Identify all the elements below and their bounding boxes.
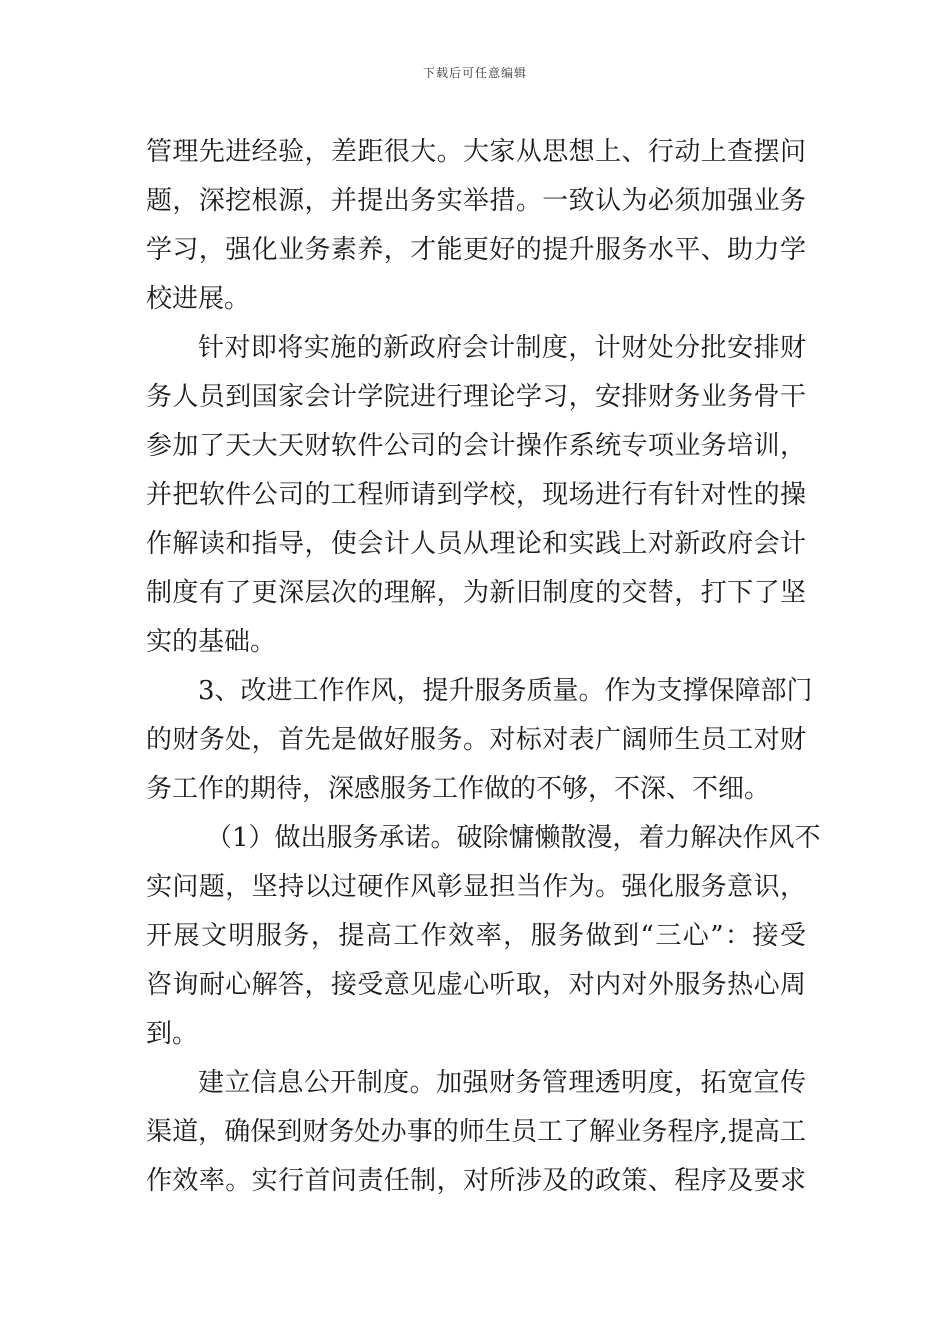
text-line: 管理先进经验，差距很大。大家从思想上、行动上查摆问 [146, 137, 806, 167]
document-body [146, 128, 821, 1206]
text-line: 针对即将实施的新政府会计制度，计财处分批安排财 [198, 333, 806, 363]
paragraph [146, 667, 813, 814]
text-line: 务工作的期待，深感服务工作做的不够，不深、不细。 [146, 774, 771, 804]
text-line: 学习，强化业务素养，才能更好的提升服务水平、助力学 [146, 235, 806, 265]
paragraph [146, 814, 821, 1059]
text-line: 作效率。实行首问责任制，对所涉及的政策、程序及要求 [146, 1166, 806, 1196]
paragraph [146, 128, 806, 324]
text-line: 的财务处，首先是做好服务。对标对表广阔师生员工对财 [146, 725, 806, 755]
page-header: 下载后可任意编辑 [422, 66, 527, 80]
text-line: 参加了天大天财软件公司的会计操作系统专项业务培训， [146, 431, 806, 461]
text-line: 制度有了更深层次的理解，为新旧制度的交替，打下了坚 [146, 578, 806, 608]
text-line: 校进展。 [146, 284, 251, 314]
text-line: 作解读和指导，使会计人员从理论和实践上对新政府会计 [146, 529, 806, 559]
paragraph [146, 1059, 806, 1206]
text-line: 建立信息公开制度。加强财务管理透明度，拓宽宣传 [198, 1068, 806, 1098]
text-line: 务人员到国家会计学院进行理论学习，安排财务业务骨干 [146, 382, 806, 412]
text-line: 渠道，确保到财务处办事的师生员工了解业务程序,提高工 [146, 1117, 806, 1147]
text-line: 3、改进工作作风，提升服务质量。作为支撑保障部门 [198, 676, 813, 706]
text-line: 题，深挖根源，并提出务实举措。一致认为必须加强业务 [146, 186, 806, 216]
text-line: 开展文明服务，提高工作效率，服务做到“三心”：接受 [146, 921, 806, 951]
text-line: 并把软件公司的工程师请到学校，现场进行有针对性的操 [146, 480, 806, 510]
text-line: 实的基础。 [146, 627, 277, 657]
text-line: 实问题，坚持以过硬作风彰显担当作为。强化服务意识， [146, 872, 806, 902]
text-line: 咨询耐心解答，接受意见虚心听取，对内对外服务热心周 [146, 970, 806, 1000]
text-line: 到。 [146, 1019, 199, 1049]
text-line: （1）做出服务承诺。破除慵懒散漫，着力解决作风不 [206, 823, 821, 853]
paragraph [146, 324, 806, 667]
